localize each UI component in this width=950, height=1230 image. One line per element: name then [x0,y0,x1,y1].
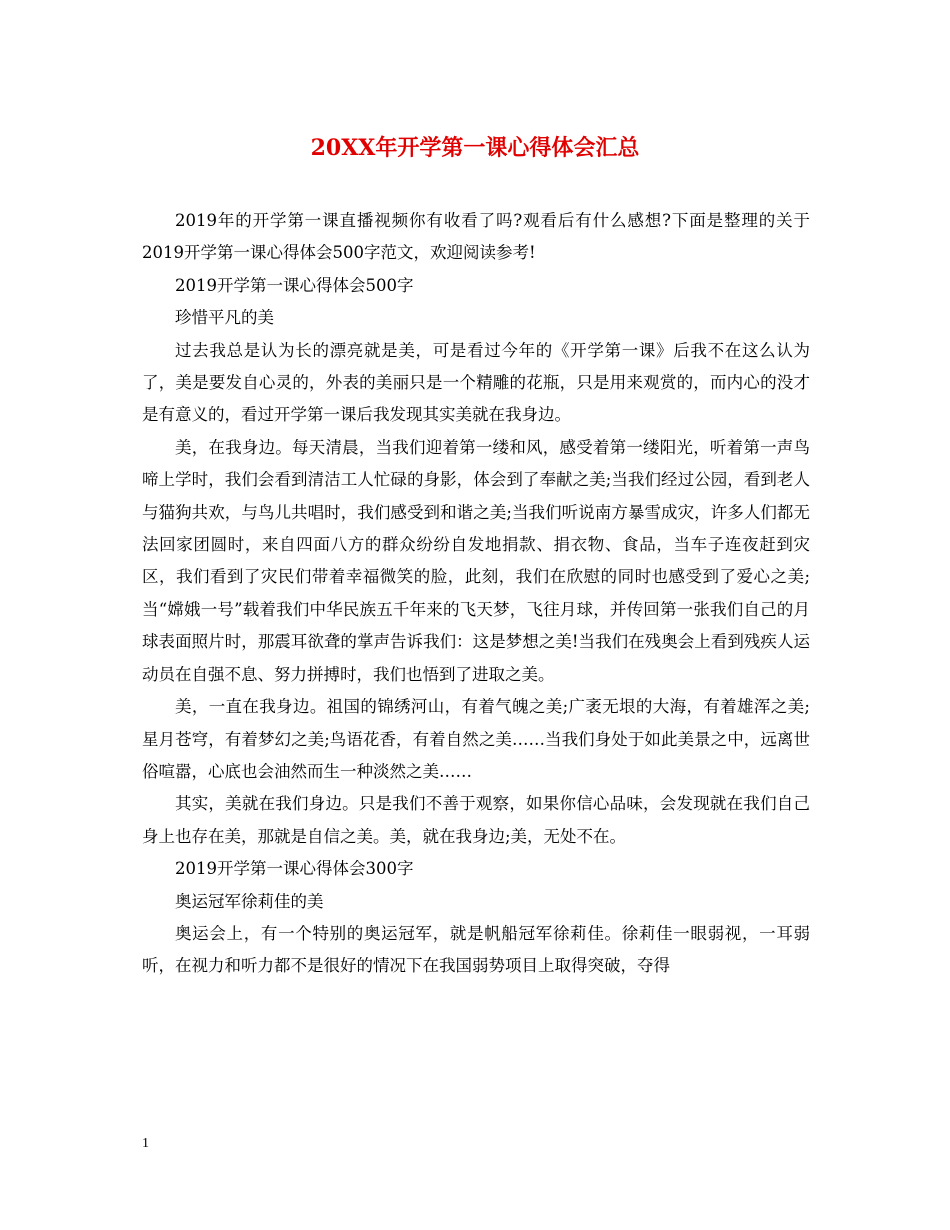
document-title: 20XX年开学第一课心得体会汇总 [310,135,640,161]
section-heading-300: 2019开学第一课心得体会300字 [175,859,414,879]
subheading-olympic-champion: 奥运冠军徐莉佳的美 [175,891,324,911]
paragraph-intro: 2019年的开学第一课直播视频你有收看了吗?观看后有什么感想?下面是整理的关于2019开学第一课心得体会500字范文，欢迎阅读参考! [142,211,810,263]
section-heading-500: 2019开学第一课心得体会500字 [175,275,414,295]
paragraph: 过去我总是认为长的漂亮就是美，可是看过今年的《开学第一课》后我不在这么认为了，美是要发自心灵的，外表的美丽只是一个精雕的花瓶，只是用来观赏的，而内心的没才是有意义的，看过开学第一课后我发现其实美就在我身边。 [142,340,810,425]
paragraph: 美，一直在我身边。祖国的锦绣河山，有着气魄之美;广袤无垠的大海，有着雄浑之美;星月苍穹，有着梦幻之美;鸟语花香，有着自然之美……当我们身处于如此美景之中，远离世俗喧嚣，心底也会油然而生一种淡然之美…… [142,697,810,781]
document-body [142,205,810,983]
paragraph: 其实，美就在我们身边。只是我们不善于观察，如果你信心品味，会发现就在我们自己身上也存在美，那就是自信之美。美，就在我身边;美，无处不在。 [142,794,810,846]
page-number: 1 [142,1136,149,1151]
subheading-ordinary-beauty: 珍惜平凡的美 [175,308,274,328]
paragraph: 美，在我身边。每天清晨，当我们迎着第一缕和风，感受着第一缕阳光，听着第一声鸟啼上学时，我们会看到清洁工人忙碌的身影，体会到了奉献之美;当我们经过公园，看到老人与猫狗共欢，与鸟儿共唱时，我们感受到和谐之美;当我们听说南方暴雪成灾，许多人们都无法回家团圆时，来自四面八方的群众纷纷自发地捐款、捐衣物、食品，当车子连夜赶到灾区，我们看到了灾民们带着幸福微笑的脸，此刻，我们在欣慰的同时也感受到了爱心之美;当“嫦娥一号”载着我们中华民族五千年来的飞天梦，飞往月球，并传回第一张我们自己的月球表面照片时，那震耳欲聋的掌声告诉我们：这是梦想之美!当我们在残奥会上看到残疾人运动员在自强不息、努力拼搏时，我们也悟到了进取之美。 [142,437,810,684]
paragraph: 奥运会上，有一个特别的奥运冠军，就是帆船冠军徐莉佳。徐莉佳一眼弱视，一耳弱听，在视力和听力都不是很好的情况下在我国弱势项目上取得突破，夺得 [142,923,810,976]
